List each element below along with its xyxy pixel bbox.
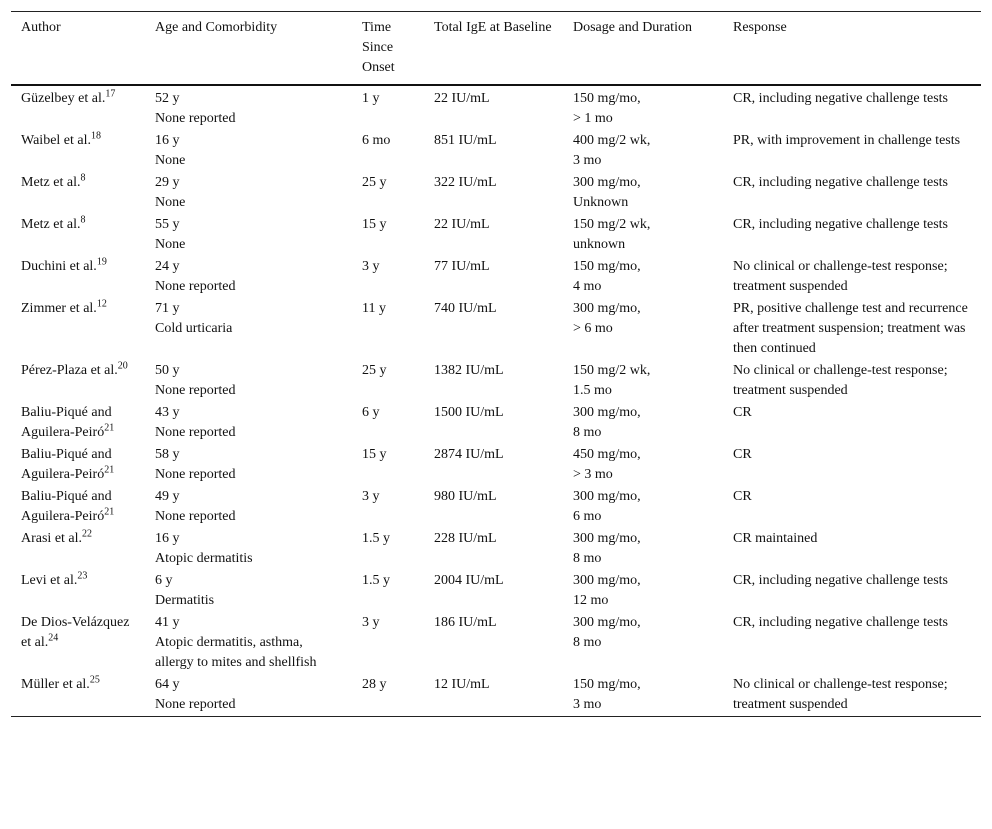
reference-number: 8 bbox=[80, 172, 86, 184]
comorbidity: None reported bbox=[155, 383, 236, 398]
dosage: 300 mg/mo, bbox=[573, 405, 641, 420]
total-ige: 2004 IU/mL bbox=[434, 573, 504, 588]
author-name: Waibel et al. bbox=[21, 133, 92, 148]
author-name: Pérez-Plaza et al. bbox=[21, 363, 118, 378]
time-since-onset: 25 y bbox=[362, 363, 387, 378]
response: CR bbox=[733, 489, 752, 504]
dosage: 150 mg/mo, bbox=[573, 91, 641, 106]
total-ige: 228 IU/mL bbox=[434, 531, 497, 546]
reference-number: 25 bbox=[89, 674, 100, 686]
col-header-response: Response bbox=[733, 20, 787, 35]
cell-time-since-onset bbox=[352, 444, 424, 486]
cell-age-comorbidity bbox=[145, 612, 352, 674]
cell-total-ige bbox=[424, 298, 563, 360]
response: CR maintained bbox=[733, 531, 818, 546]
cell-response bbox=[723, 486, 981, 528]
reference-number: 12 bbox=[96, 298, 107, 310]
cell-total-ige bbox=[424, 612, 563, 674]
duration: > 1 mo bbox=[573, 111, 613, 126]
cell-age-comorbidity bbox=[145, 570, 352, 612]
cell-author bbox=[11, 172, 145, 214]
cell-response bbox=[723, 298, 981, 360]
cell-response bbox=[723, 612, 981, 674]
author-name: Metz et al. bbox=[21, 217, 81, 232]
total-ige: 186 IU/mL bbox=[434, 615, 497, 630]
cell-dosage-duration bbox=[563, 360, 723, 402]
duration: > 6 mo bbox=[573, 321, 613, 336]
reference-number: 21 bbox=[104, 506, 115, 518]
cell-total-ige bbox=[424, 674, 563, 717]
cell-age-comorbidity bbox=[145, 172, 352, 214]
cell-age-comorbidity bbox=[145, 674, 352, 717]
cell-time-since-onset bbox=[352, 130, 424, 172]
reference-number: 19 bbox=[96, 256, 107, 268]
cell-total-ige bbox=[424, 130, 563, 172]
cell-time-since-onset bbox=[352, 570, 424, 612]
total-ige: 740 IU/mL bbox=[434, 301, 497, 316]
patient-age: 6 y bbox=[155, 573, 173, 588]
comorbidity: None reported bbox=[155, 697, 236, 712]
table-row bbox=[11, 402, 981, 444]
time-since-onset: 15 y bbox=[362, 217, 387, 232]
patient-age: 41 y bbox=[155, 615, 180, 630]
cell-author bbox=[11, 674, 145, 717]
reference-number: 22 bbox=[82, 528, 93, 540]
author-name: Baliu-Piqué and Aguilera-Peiró bbox=[21, 405, 112, 440]
cell-age-comorbidity bbox=[145, 528, 352, 570]
reference-number: 18 bbox=[91, 130, 102, 142]
table-row bbox=[11, 612, 981, 674]
comorbidity: None reported bbox=[155, 425, 236, 440]
time-since-onset: 6 mo bbox=[362, 133, 391, 148]
cell-age-comorbidity bbox=[145, 130, 352, 172]
dosage: 150 mg/mo, bbox=[573, 677, 641, 692]
dosage: 300 mg/mo, bbox=[573, 175, 641, 190]
table-row bbox=[11, 528, 981, 570]
time-since-onset: 11 y bbox=[362, 301, 386, 316]
dosage: 300 mg/mo, bbox=[573, 301, 641, 316]
cell-dosage-duration bbox=[563, 570, 723, 612]
comorbidity: None reported bbox=[155, 111, 236, 126]
cell-author bbox=[11, 444, 145, 486]
response: CR, including negative challenge tests bbox=[733, 175, 949, 190]
total-ige: 322 IU/mL bbox=[434, 175, 497, 190]
cell-time-since-onset bbox=[352, 298, 424, 360]
comorbidity: None reported bbox=[155, 279, 236, 294]
cell-dosage-duration bbox=[563, 85, 723, 130]
author-name: Baliu-Piqué and Aguilera-Peiró bbox=[21, 489, 112, 524]
cell-total-ige bbox=[424, 486, 563, 528]
cell-dosage-duration bbox=[563, 486, 723, 528]
data-table bbox=[11, 11, 981, 717]
time-since-onset: 15 y bbox=[362, 447, 387, 462]
cell-age-comorbidity bbox=[145, 85, 352, 130]
dosage: 300 mg/mo, bbox=[573, 531, 641, 546]
reference-number: 8 bbox=[80, 214, 86, 226]
duration: 8 mo bbox=[573, 425, 602, 440]
time-since-onset: 1.5 y bbox=[362, 531, 390, 546]
cell-time-since-onset bbox=[352, 612, 424, 674]
response: No clinical or challenge-test response; treatment suspended bbox=[733, 363, 948, 398]
dosage: 300 mg/mo, bbox=[573, 489, 641, 504]
dosage: 150 mg/mo, bbox=[573, 259, 641, 274]
col-header-age-comorbidity: Age and Comorbidity bbox=[155, 20, 278, 35]
cell-time-since-onset bbox=[352, 402, 424, 444]
comorbidity: Dermatitis bbox=[155, 593, 215, 608]
table-header bbox=[11, 12, 981, 86]
cell-response bbox=[723, 214, 981, 256]
table-row bbox=[11, 444, 981, 486]
cell-age-comorbidity bbox=[145, 214, 352, 256]
patient-age: 55 y bbox=[155, 217, 180, 232]
total-ige: 2874 IU/mL bbox=[434, 447, 504, 462]
cell-dosage-duration bbox=[563, 172, 723, 214]
reference-number: 23 bbox=[77, 570, 88, 582]
comorbidity: None bbox=[155, 237, 186, 252]
author-name: Zimmer et al. bbox=[21, 301, 97, 316]
cell-author bbox=[11, 214, 145, 256]
table-row bbox=[11, 214, 981, 256]
patient-age: 58 y bbox=[155, 447, 180, 462]
cell-age-comorbidity bbox=[145, 256, 352, 298]
cell-dosage-duration bbox=[563, 214, 723, 256]
cell-age-comorbidity bbox=[145, 444, 352, 486]
cell-author bbox=[11, 85, 145, 130]
total-ige: 1500 IU/mL bbox=[434, 405, 504, 420]
patient-age: 49 y bbox=[155, 489, 180, 504]
comorbidity: None bbox=[155, 195, 186, 210]
duration: 8 mo bbox=[573, 551, 602, 566]
comorbidity: Atopic dermatitis, asthma, allergy to mites and shellfish bbox=[155, 635, 317, 670]
cell-total-ige bbox=[424, 172, 563, 214]
duration: Unknown bbox=[573, 195, 629, 210]
cell-response bbox=[723, 85, 981, 130]
author-name: Müller et al. bbox=[21, 677, 90, 692]
cell-response bbox=[723, 402, 981, 444]
total-ige: 77 IU/mL bbox=[434, 259, 490, 274]
cell-dosage-duration bbox=[563, 528, 723, 570]
response: CR bbox=[733, 405, 752, 420]
author-name: Levi et al. bbox=[21, 573, 78, 588]
header-row bbox=[11, 12, 981, 86]
table-row bbox=[11, 570, 981, 612]
cell-response bbox=[723, 528, 981, 570]
cell-response bbox=[723, 256, 981, 298]
cell-age-comorbidity bbox=[145, 486, 352, 528]
author-name: Duchini et al. bbox=[21, 259, 97, 274]
cell-dosage-duration bbox=[563, 256, 723, 298]
duration: 8 mo bbox=[573, 635, 602, 650]
cell-dosage-duration bbox=[563, 130, 723, 172]
cell-dosage-duration bbox=[563, 444, 723, 486]
cell-age-comorbidity bbox=[145, 298, 352, 360]
table-row bbox=[11, 256, 981, 298]
cell-total-ige bbox=[424, 214, 563, 256]
author-name: Metz et al. bbox=[21, 175, 81, 190]
response: No clinical or challenge-test response; treatment suspended bbox=[733, 677, 948, 712]
col-header-time-since-onset: Time Since Onset bbox=[362, 20, 395, 75]
cell-total-ige bbox=[424, 85, 563, 130]
cell-author bbox=[11, 360, 145, 402]
table-row bbox=[11, 360, 981, 402]
cell-author bbox=[11, 612, 145, 674]
reference-number: 17 bbox=[105, 88, 116, 100]
cell-author bbox=[11, 256, 145, 298]
total-ige: 1382 IU/mL bbox=[434, 363, 504, 378]
col-header-author: Author bbox=[21, 20, 61, 35]
duration: 3 mo bbox=[573, 153, 602, 168]
dosage: 450 mg/mo, bbox=[573, 447, 641, 462]
comorbidity: None bbox=[155, 153, 186, 168]
patient-age: 64 y bbox=[155, 677, 180, 692]
cell-dosage-duration bbox=[563, 298, 723, 360]
patient-age: 29 y bbox=[155, 175, 180, 190]
cell-time-since-onset bbox=[352, 214, 424, 256]
dosage: 400 mg/2 wk, bbox=[573, 133, 651, 148]
cell-total-ige bbox=[424, 360, 563, 402]
cell-total-ige bbox=[424, 402, 563, 444]
cell-time-since-onset bbox=[352, 256, 424, 298]
time-since-onset: 6 y bbox=[362, 405, 380, 420]
cell-author bbox=[11, 402, 145, 444]
total-ige: 22 IU/mL bbox=[434, 217, 490, 232]
cell-response bbox=[723, 570, 981, 612]
cell-time-since-onset bbox=[352, 172, 424, 214]
time-since-onset: 3 y bbox=[362, 259, 380, 274]
reference-number: 21 bbox=[104, 422, 115, 434]
duration: unknown bbox=[573, 237, 626, 252]
cell-dosage-duration bbox=[563, 402, 723, 444]
author-name: Güzelbey et al. bbox=[21, 91, 106, 106]
patient-age: 52 y bbox=[155, 91, 180, 106]
comorbidity: None reported bbox=[155, 509, 236, 524]
table-row bbox=[11, 486, 981, 528]
total-ige: 22 IU/mL bbox=[434, 91, 490, 106]
time-since-onset: 1 y bbox=[362, 91, 380, 106]
comorbidity: Atopic dermatitis bbox=[155, 551, 253, 566]
cell-total-ige bbox=[424, 570, 563, 612]
patient-age: 71 y bbox=[155, 301, 180, 316]
cell-author bbox=[11, 570, 145, 612]
comorbidity: Cold urticaria bbox=[155, 321, 233, 336]
response: PR, positive challenge test and recurrence after treatment suspension; treatment was then continued bbox=[733, 301, 968, 356]
total-ige: 12 IU/mL bbox=[434, 677, 490, 692]
cell-response bbox=[723, 130, 981, 172]
col-header-total-ige: Total IgE at Baseline bbox=[434, 20, 552, 35]
response: CR bbox=[733, 447, 752, 462]
patient-age: 43 y bbox=[155, 405, 180, 420]
response: CR, including negative challenge tests bbox=[733, 217, 949, 232]
table-row bbox=[11, 298, 981, 360]
dosage: 300 mg/mo, bbox=[573, 615, 641, 630]
dosage: 150 mg/2 wk, bbox=[573, 363, 651, 378]
duration: 4 mo bbox=[573, 279, 602, 294]
time-since-onset: 3 y bbox=[362, 615, 380, 630]
response: CR, including negative challenge tests bbox=[733, 573, 949, 588]
reference-number: 21 bbox=[104, 464, 115, 476]
duration: 3 mo bbox=[573, 697, 602, 712]
cell-author bbox=[11, 528, 145, 570]
response: No clinical or challenge-test response; treatment suspended bbox=[733, 259, 948, 294]
comorbidity: None reported bbox=[155, 467, 236, 482]
duration: 12 mo bbox=[573, 593, 609, 608]
cell-time-since-onset bbox=[352, 85, 424, 130]
patient-age: 16 y bbox=[155, 531, 180, 546]
time-since-onset: 1.5 y bbox=[362, 573, 390, 588]
cell-response bbox=[723, 360, 981, 402]
cell-time-since-onset bbox=[352, 674, 424, 717]
time-since-onset: 3 y bbox=[362, 489, 380, 504]
patient-age: 24 y bbox=[155, 259, 180, 274]
cell-total-ige bbox=[424, 444, 563, 486]
author-name: Arasi et al. bbox=[21, 531, 83, 546]
cell-total-ige bbox=[424, 256, 563, 298]
table-row bbox=[11, 85, 981, 130]
cell-response bbox=[723, 172, 981, 214]
cell-total-ige bbox=[424, 528, 563, 570]
cell-dosage-duration bbox=[563, 674, 723, 717]
table-row bbox=[11, 130, 981, 172]
cell-response bbox=[723, 444, 981, 486]
duration: 6 mo bbox=[573, 509, 602, 524]
cell-age-comorbidity bbox=[145, 402, 352, 444]
col-header-dosage-duration: Dosage and Duration bbox=[573, 20, 692, 35]
patient-age: 16 y bbox=[155, 133, 180, 148]
cell-author bbox=[11, 298, 145, 360]
cell-response bbox=[723, 674, 981, 717]
cell-dosage-duration bbox=[563, 612, 723, 674]
time-since-onset: 28 y bbox=[362, 677, 387, 692]
table-row bbox=[11, 674, 981, 717]
cell-time-since-onset bbox=[352, 528, 424, 570]
total-ige: 851 IU/mL bbox=[434, 133, 497, 148]
cell-author bbox=[11, 486, 145, 528]
patient-age: 50 y bbox=[155, 363, 180, 378]
dosage: 150 mg/2 wk, bbox=[573, 217, 651, 232]
reference-number: 24 bbox=[48, 632, 59, 644]
table-body bbox=[11, 85, 981, 717]
reference-number: 20 bbox=[117, 360, 128, 372]
total-ige: 980 IU/mL bbox=[434, 489, 497, 504]
time-since-onset: 25 y bbox=[362, 175, 387, 190]
duration: > 3 mo bbox=[573, 467, 613, 482]
cell-time-since-onset bbox=[352, 486, 424, 528]
author-name: Baliu-Piqué and Aguilera-Peiró bbox=[21, 447, 112, 482]
table-row bbox=[11, 172, 981, 214]
duration: 1.5 mo bbox=[573, 383, 612, 398]
cell-time-since-onset bbox=[352, 360, 424, 402]
response: CR, including negative challenge tests bbox=[733, 91, 949, 106]
response: PR, with improvement in challenge tests bbox=[733, 133, 961, 148]
cell-author bbox=[11, 130, 145, 172]
author-name: De Dios-Velázquez et al. bbox=[21, 615, 130, 650]
response: CR, including negative challenge tests bbox=[733, 615, 949, 630]
dosage: 300 mg/mo, bbox=[573, 573, 641, 588]
cell-age-comorbidity bbox=[145, 360, 352, 402]
